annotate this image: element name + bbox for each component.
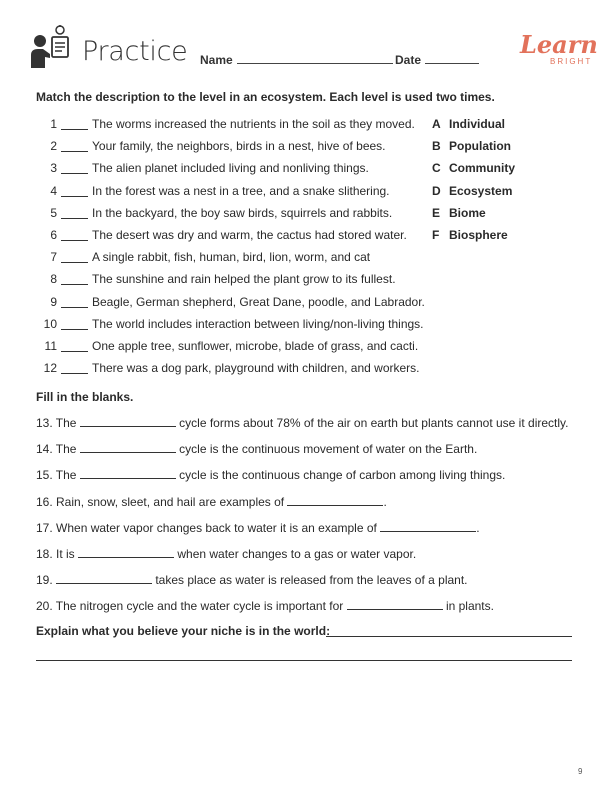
fill-answer-blank[interactable] — [56, 573, 152, 584]
name-field[interactable] — [200, 52, 393, 67]
match-description: There was a dog park, playground with children, and workers. — [92, 361, 420, 376]
level-item — [432, 117, 505, 139]
match-answer-blank[interactable] — [61, 240, 88, 241]
page-title: Practice — [82, 36, 188, 67]
fill-item — [36, 573, 468, 587]
fill-suffix: cycle forms about 78% of the air on earth but plants cannot use it directly. — [175, 416, 569, 430]
fill-item — [36, 468, 505, 482]
match-number: 7 — [50, 250, 57, 265]
match-answer-blank[interactable] — [61, 151, 88, 152]
fill-prefix: 18. It is — [36, 547, 79, 561]
learn-bright-logo: Learn — [520, 30, 598, 59]
match-answer-blank[interactable] — [61, 284, 88, 285]
match-description: The alien planet included living and nonliving things. — [92, 161, 369, 176]
match-description: Your family, the neighbors, birds in a nest, hive of bees. — [92, 139, 386, 154]
level-label: Community — [449, 161, 515, 176]
name-label: Name — [200, 53, 233, 67]
fill-prefix: 19. — [36, 573, 57, 588]
match-number: 8 — [50, 272, 57, 287]
level-label: Biome — [449, 205, 486, 220]
fill-suffix: . — [383, 494, 387, 509]
match-number: 6 — [50, 228, 57, 242]
explain-label: Explain what you believe your niche is in the world: — [36, 624, 331, 638]
match-answer-blank[interactable] — [61, 262, 88, 263]
match-item — [36, 117, 416, 139]
match-description: In the backyard, the boy saw birds, squirrels and rabbits. — [92, 205, 393, 220]
logo-subtext: BRIGHT — [550, 57, 593, 66]
match-answer-blank[interactable] — [61, 351, 88, 352]
fill-answer-blank[interactable] — [80, 442, 176, 453]
match-answer-blank[interactable] — [61, 373, 88, 374]
level-label: Biosphere — [449, 228, 508, 242]
fill-answer-blank[interactable] — [380, 521, 476, 532]
level-letter: D — [432, 183, 441, 198]
fill-prefix: 14. The — [36, 442, 80, 457]
match-description: The worms increased the nutrients in the soil as they moved. — [92, 117, 415, 131]
match-number: 9 — [50, 294, 57, 309]
match-answer-blank[interactable] — [61, 307, 88, 308]
date-field[interactable] — [395, 52, 479, 67]
match-description: The world includes interaction between living/non-living things. — [92, 316, 424, 331]
fill-item — [36, 599, 494, 613]
level-label: Population — [449, 139, 511, 154]
date-label: Date — [395, 53, 422, 67]
fill-item — [36, 547, 416, 561]
match-item — [36, 339, 419, 361]
name-line — [237, 52, 393, 64]
match-number: 5 — [50, 205, 57, 220]
fill-heading: Fill in the blanks. — [36, 390, 134, 404]
teacher-icon — [30, 24, 74, 70]
level-item — [432, 161, 515, 183]
match-item — [36, 361, 420, 383]
match-item — [36, 272, 416, 294]
fill-prefix: 16. Rain, snow, sleet, and hail are examples of — [36, 494, 288, 509]
match-item — [36, 161, 416, 183]
fill-suffix: in plants. — [442, 599, 494, 614]
match-description: The desert was dry and warm, the cactus had stored water. — [92, 228, 407, 242]
fill-answer-blank[interactable] — [80, 468, 176, 479]
fill-suffix: when water changes to a gas or water vapor. — [174, 547, 417, 561]
page-number: 9 — [578, 767, 583, 776]
fill-item — [36, 495, 387, 509]
match-answer-blank[interactable] — [61, 129, 88, 130]
explain-answer-line-1[interactable] — [326, 636, 572, 637]
match-description: A single rabbit, fish, human, bird, lion, worm, and cat — [92, 250, 371, 265]
explain-prompt — [36, 624, 330, 638]
fill-suffix: cycle is the continuous movement of water on the Earth. — [175, 442, 478, 457]
match-answer-blank[interactable] — [61, 196, 88, 197]
fill-answer-blank[interactable] — [80, 416, 176, 427]
match-item — [36, 184, 416, 206]
fill-prefix: 15. The — [36, 468, 80, 483]
explain-answer-line-2[interactable] — [36, 660, 572, 661]
match-number: 10 — [43, 316, 57, 331]
match-description: The sunshine and rain helped the plant grow to its fullest. — [92, 272, 396, 287]
level-letter: A — [432, 117, 441, 131]
match-description: One apple tree, sunflower, microbe, blade of grass, and cacti. — [92, 339, 419, 353]
match-item — [36, 228, 416, 250]
match-item — [36, 294, 425, 317]
level-letter: F — [432, 228, 440, 242]
fill-item — [36, 521, 480, 535]
match-description: Beagle, German shepherd, Great Dane, poodle, and Labrador. — [92, 294, 425, 309]
date-line — [425, 52, 479, 64]
match-description: In the forest was a nest in a tree, and a snake slithering. — [92, 183, 390, 198]
fill-answer-blank[interactable] — [78, 547, 174, 558]
fill-suffix: takes place as water is released from the leaves of a plant. — [152, 573, 468, 588]
match-number: 1 — [50, 117, 57, 131]
level-letter: C — [432, 161, 441, 176]
level-item — [432, 228, 508, 250]
fill-suffix: cycle is the continuous change of carbon among living things. — [175, 468, 506, 483]
match-answer-blank[interactable] — [61, 218, 88, 219]
level-letter: B — [432, 139, 441, 154]
level-item — [432, 184, 512, 206]
match-number: 2 — [50, 139, 57, 154]
match-number: 3 — [50, 161, 57, 176]
match-item — [36, 316, 424, 339]
match-answer-blank[interactable] — [61, 329, 88, 330]
fill-answer-blank[interactable] — [287, 495, 383, 506]
level-item — [432, 139, 511, 161]
match-number: 12 — [43, 361, 57, 376]
match-item — [36, 250, 416, 272]
fill-prefix: 13. The — [36, 416, 80, 430]
fill-prefix: 20. The nitrogen cycle and the water cycle is important for — [36, 599, 347, 614]
match-number: 4 — [50, 183, 57, 198]
fill-item — [36, 416, 568, 430]
level-label: Individual — [449, 117, 506, 131]
level-label: Ecosystem — [449, 183, 513, 198]
matching-instructions: Match the description to the level in an ecosystem. Each level is used two times. — [36, 90, 495, 104]
match-number: 11 — [44, 339, 57, 353]
match-item — [36, 206, 416, 228]
level-letter: E — [432, 205, 441, 220]
match-answer-blank[interactable] — [61, 173, 88, 174]
level-item — [432, 206, 486, 228]
fill-answer-blank[interactable] — [347, 599, 443, 610]
fill-prefix: 17. When water vapor changes back to water it is an example of — [36, 520, 381, 535]
fill-item — [36, 442, 477, 456]
match-item — [36, 139, 416, 161]
fill-suffix: . — [476, 520, 480, 535]
